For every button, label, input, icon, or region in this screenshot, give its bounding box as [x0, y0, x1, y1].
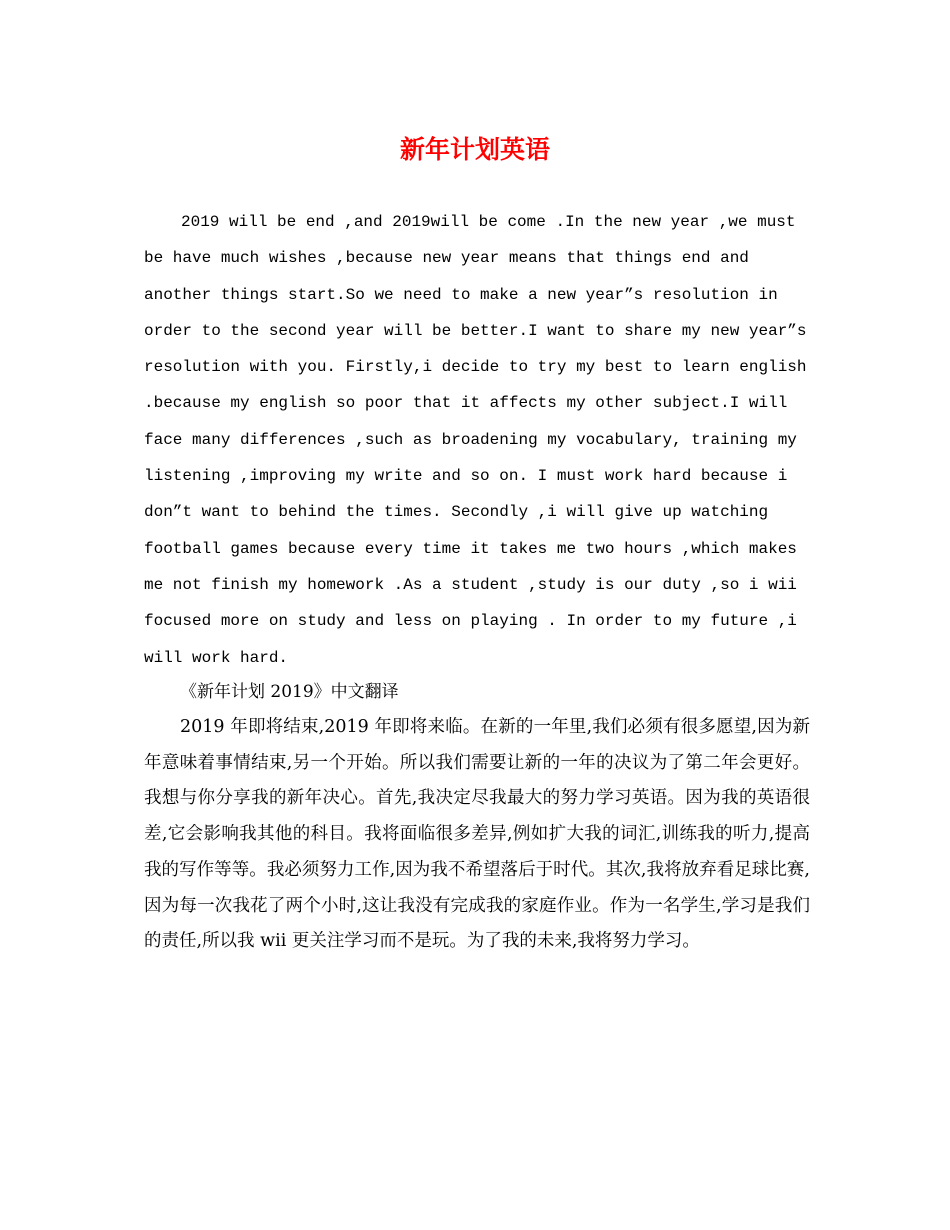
translation-heading: 《新年计划 2019》中文翻译 [180, 682, 399, 702]
english-paragraph: 2019 will be end ,and 2019will be come .In the new year ,we must be have much wishes ,because new year means that things end and another things start.So we need to make a new year”s resolution in order to the second year will be better.I want to share my new year”s resolution with you. Firstly,i decide to try my best to learn english .because my english so poor that it affects my other subject.I will face many differences ,such as broadening my vocabulary, training my listening ,improving my write and so on. I must work hard because i don”t want to behind the times. Secondly ,i will give up watching football games because every time it takes me two hours ,which makes me not finish my homework .As a student ,study is our duty ,so i wii focused more on study and less on playing . In order to my future ,i will work hard. [144, 213, 807, 667]
document-title: 新年计划英语 [399, 135, 550, 164]
chinese-paragraph: 2019 年即将结束,2019 年即将来临。在新的一年里,我们必须有很多愿望,因为新年意味着事情结束,另一个开始。所以我们需要让新的一年的决议为了第二年会更好。我想与你分享我的新年决心。首先,我决定尽我最大的努力学习英语。因为我的英语很差,它会影响我其他的科目。我将面临很多差异,例如扩大我的词汇,训练我的听力,提高我的写作等等。我必须努力工作,因为我不希望落后于时代。其次,我将放弃看足球比赛,因为每一次我花了两个小时,这让我没有完成我的家庭作业。作为一名学生,学习是我们的责任,所以我 wii 更关注学习而不是玩。为了我的未来,我将努力学习。 [144, 717, 810, 952]
